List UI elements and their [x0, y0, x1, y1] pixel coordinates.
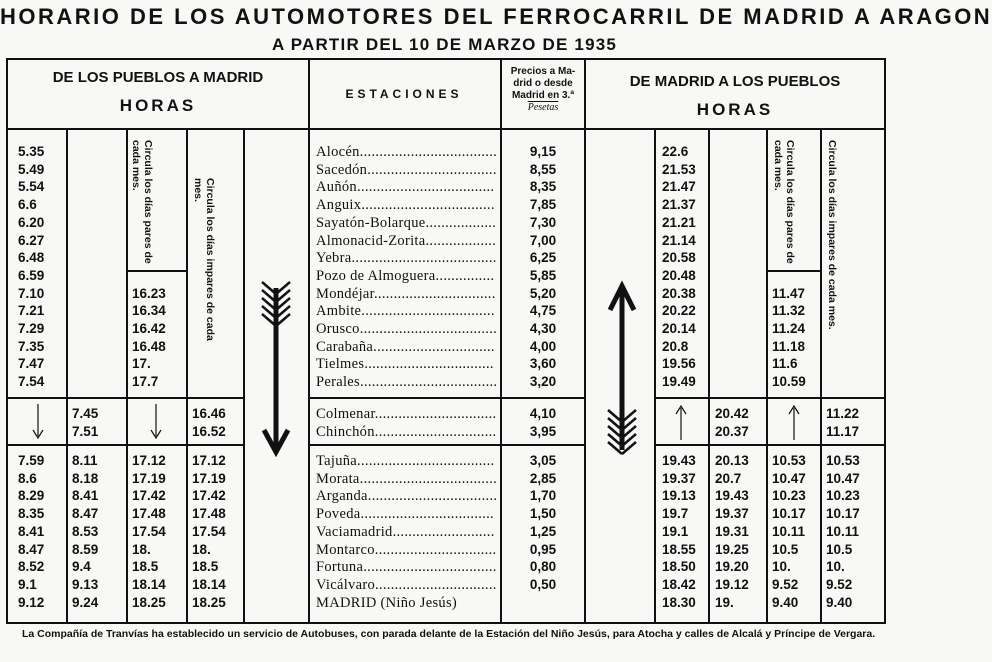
station-price: 9,15	[529, 144, 557, 159]
departure-time: 17.42	[132, 488, 166, 504]
departure-time: 6.20	[18, 214, 45, 230]
departure-time: 7.47	[18, 356, 45, 372]
left-horas: HORAS	[119, 96, 197, 115]
station-name: Fortuna..................................	[316, 559, 497, 576]
departure-time: 20.13	[715, 453, 749, 468]
departure-time: 18.	[132, 541, 151, 557]
note-impares-left: Circula los días impares de cada mes.	[192, 178, 216, 341]
station-name: Tielmes.................................	[316, 356, 494, 373]
departure-time: 17.48	[132, 506, 166, 522]
station-name: Vaciamadrid..........................	[316, 523, 495, 540]
station-name: Poveda..................................	[316, 506, 494, 523]
station-price: 4,30	[529, 321, 557, 336]
dot-leader: ...................................	[356, 179, 495, 196]
departure-time: 10.47	[826, 470, 860, 486]
departure-time: 11.6	[772, 356, 798, 372]
departure-time: 19.37	[715, 506, 749, 522]
departure-time: 16.48	[132, 338, 166, 354]
small-down-arrow-icon	[148, 402, 164, 442]
departure-time: 5.49	[18, 161, 45, 177]
departure-time: 19.1	[662, 523, 689, 539]
departure-time: 9.4	[72, 559, 91, 575]
departure-time: 11.18	[772, 338, 806, 354]
dot-leader: ..................	[425, 232, 497, 249]
departure-time: 20.22	[662, 303, 696, 319]
dot-leader: ...............	[435, 267, 495, 284]
departure-time: 16.34	[132, 303, 166, 319]
departure-time: 20.48	[662, 267, 696, 283]
station-name: Carabaña...............................	[316, 338, 495, 355]
departure-time: 9.52	[826, 576, 853, 592]
dot-leader: ..................................	[361, 197, 495, 214]
departure-time: 19.	[715, 594, 734, 610]
dot-leader: ...................................	[359, 470, 498, 487]
departure-time: 7.10	[18, 285, 45, 301]
station-price: 7,00	[529, 232, 557, 248]
departure-time: 17.	[132, 356, 151, 372]
departure-time: 10.23	[826, 488, 860, 504]
station-price: 2,85	[529, 470, 557, 486]
departure-time: 18.5	[132, 559, 159, 575]
dot-leader: ..................	[425, 214, 497, 231]
station-name: MADRID (Niño Jesús)	[316, 594, 458, 611]
departure-time: 19.43	[662, 453, 696, 468]
departure-time: 16.46	[192, 406, 226, 421]
page-subtitle: A PARTIR DEL 10 DE MARZO DE 1935	[271, 35, 618, 54]
departure-time: 18.42	[662, 576, 696, 592]
note-impares-right: Circula los días impares de cada mes.	[826, 140, 838, 330]
departure-time: 21.47	[662, 179, 696, 195]
right-header: DE MADRID A LOS PUEBLOS	[629, 73, 841, 90]
station-price: 3,20	[529, 374, 557, 390]
dot-leader: ..................................	[360, 506, 494, 523]
departure-time: 17.54	[132, 523, 166, 539]
departure-time: 17.12	[132, 453, 166, 468]
departure-time: 20.38	[662, 285, 696, 301]
departure-time: 18.30	[662, 594, 696, 610]
departure-time: 20.42	[715, 406, 749, 421]
station-name: Yebra.....................................	[316, 250, 497, 267]
departure-time: 6.27	[18, 232, 45, 248]
departure-time: 20.14	[662, 321, 696, 336]
dot-leader: ..........................	[392, 523, 495, 540]
departure-time: 10.23	[772, 488, 806, 504]
dot-leader: .................................	[367, 161, 497, 178]
departure-time: 20.58	[662, 250, 696, 266]
footer-note: La Compañía de Tranvías ha establecido un servicio de Autobuses, con parada delante de la Estación del Niño Jesús, para Atocha y calles de Alcalá y Príncipe de Vergara.	[22, 628, 876, 640]
departure-time: 9.52	[772, 576, 799, 592]
departure-time: 17.12	[192, 453, 226, 468]
station-name: Chinchón...............................	[316, 424, 497, 440]
departure-time: 20.7	[715, 470, 742, 486]
station-name: Morata...................................	[316, 470, 498, 487]
station-price: 1,50	[529, 506, 557, 522]
station-price: 6,25	[529, 250, 557, 266]
departure-time: 11.17	[826, 424, 860, 439]
departure-time: 17.48	[192, 506, 226, 522]
departure-time: 19.7	[662, 506, 689, 522]
departure-time: 7.51	[72, 424, 99, 439]
departure-time: 9.24	[72, 594, 99, 610]
station-price: 1,25	[529, 523, 557, 539]
departure-time: 19.25	[715, 541, 749, 557]
departure-time: 11.32	[772, 303, 806, 319]
down-arrow-icon	[256, 280, 296, 460]
departure-time: 10.11	[772, 523, 806, 539]
station-name: Colmenar...............................	[316, 406, 497, 422]
station-price: 3,95	[529, 424, 557, 439]
divider-price-right	[584, 60, 586, 622]
departure-time: 10.59	[772, 374, 806, 390]
station-price: 5,20	[529, 285, 557, 301]
departure-time: 19.12	[715, 576, 749, 592]
departure-time: 5.35	[18, 144, 45, 159]
dot-leader: .................................	[364, 356, 494, 373]
departure-time: 19.37	[662, 470, 696, 486]
station-price: 4,75	[529, 303, 557, 319]
estaciones-header: ESTACIONES	[345, 87, 463, 101]
station-price: 8,55	[529, 161, 557, 177]
station-price: 3,60	[529, 356, 557, 372]
departure-time: 10.11	[826, 523, 860, 539]
left-header: DE LOS PUEBLOS A MADRID	[52, 69, 264, 86]
departure-time: 18.50	[662, 559, 696, 575]
departure-time: 17.7	[132, 374, 159, 390]
departure-time: 7.54	[18, 374, 45, 390]
departure-time: 18.25	[132, 594, 166, 610]
departure-time: 19.43	[715, 488, 749, 504]
station-name: Arganda.................................	[316, 488, 498, 505]
departure-time: 16.42	[132, 321, 166, 336]
departure-time: 7.45	[72, 406, 99, 421]
dot-leader: .....................................	[351, 250, 497, 267]
departure-time: 8.41	[72, 488, 99, 504]
departure-time: 19.20	[715, 559, 749, 575]
departure-time: 21.14	[662, 232, 696, 248]
departure-time: 18.25	[192, 594, 226, 610]
departure-time: 9.40	[826, 594, 853, 610]
departure-time: 8.35	[18, 506, 45, 522]
dot-leader: ...............................	[373, 338, 495, 355]
note-pares-left: Circula los días pares de cada mes.	[130, 140, 154, 264]
timetable	[6, 58, 886, 624]
departure-time: 17.54	[192, 523, 226, 539]
dot-leader: ..................................	[361, 303, 495, 320]
departure-time: 19.49	[662, 374, 696, 390]
departure-time: 22.6	[662, 144, 689, 159]
station-price: 8,35	[529, 179, 557, 195]
departure-time: 6.59	[18, 267, 45, 283]
departure-time: 18.14	[132, 576, 166, 592]
dot-leader: ...................................	[359, 374, 498, 391]
departure-time: 20.37	[715, 424, 749, 439]
departure-time: 8.52	[18, 559, 45, 575]
departure-time: 17.19	[132, 470, 166, 486]
departure-time: 8.41	[18, 523, 45, 539]
station-name: Orusco...................................	[316, 321, 498, 337]
departure-time: 7.59	[18, 453, 45, 468]
station-name: Almonacid-Zorita..................	[316, 232, 497, 249]
small-down-arrow-icon	[30, 402, 46, 442]
departure-time: 18.55	[662, 541, 696, 557]
station-name: Alocén...................................	[316, 144, 498, 160]
dot-leader: ...................................	[359, 144, 498, 160]
departure-time: 7.21	[18, 303, 45, 319]
departure-time: 9.13	[72, 576, 99, 592]
departure-time: 8.47	[18, 541, 45, 557]
dot-leader: ...............................	[374, 541, 497, 558]
departure-time: 11.22	[826, 406, 860, 421]
station-name: Sacedón.................................	[316, 161, 497, 178]
departure-time: 10.53	[772, 453, 806, 468]
header-rule	[8, 128, 884, 130]
small-up-arrow-icon	[786, 402, 802, 442]
station-name: Mondéjar...............................	[316, 285, 496, 302]
departure-time: 10.53	[826, 453, 860, 468]
station-name: Montarco...............................	[316, 541, 497, 558]
station-price: 0,50	[529, 576, 557, 592]
departure-time: 6.48	[18, 250, 45, 266]
departure-time: 8.53	[72, 523, 99, 539]
up-arrow-icon	[602, 282, 642, 460]
note-pares-right: Circula los días pares de cada mes.	[772, 140, 796, 264]
departure-time: 8.29	[18, 488, 45, 504]
departure-time: 8.6	[18, 470, 37, 486]
station-price: 0,95	[529, 541, 557, 557]
dot-leader: ..................................	[363, 559, 497, 576]
small-up-arrow-icon	[673, 402, 689, 442]
departure-time: 10.47	[772, 470, 806, 486]
station-price: 5,85	[529, 267, 557, 283]
departure-time: 21.37	[662, 197, 696, 213]
departure-time: 5.54	[18, 179, 45, 195]
departure-time: 11.47	[772, 285, 806, 301]
departure-time: 21.53	[662, 161, 696, 177]
departure-time: 8.11	[72, 453, 98, 468]
dot-leader: ...............................	[374, 424, 497, 440]
departure-time: 7.29	[18, 321, 45, 336]
departure-time: 10.17	[826, 506, 860, 522]
dot-leader: ...............................	[374, 406, 497, 422]
station-price: 4,00	[529, 338, 557, 354]
dot-leader: ...................................	[359, 321, 498, 337]
departure-time: 17.42	[192, 488, 226, 504]
departure-time: 9.1	[18, 576, 37, 592]
departure-time: 18.	[192, 541, 211, 557]
departure-time: 8.47	[72, 506, 99, 522]
departure-time: 18.5	[192, 559, 219, 575]
departure-time: 9.40	[772, 594, 799, 610]
departure-time: 10.	[772, 559, 791, 575]
page-title: HORARIO DE LOS AUTOMOTORES DEL FERROCARRIL DE MADRID A ARAGON	[0, 4, 992, 29]
departure-time: 6.6	[18, 197, 37, 213]
departure-time: 8.59	[72, 541, 99, 557]
departure-time: 20.8	[662, 338, 689, 354]
departure-time: 10.5	[772, 541, 799, 557]
station-name: Tajuña...................................	[316, 453, 495, 469]
dot-leader: .................................	[367, 488, 498, 505]
departure-time: 21.21	[662, 214, 696, 230]
station-name: Sayatón-Bolarque..................	[316, 214, 497, 231]
station-name: Auñón...................................	[316, 179, 495, 196]
departure-time: 19.13	[662, 488, 696, 504]
station-name: Pozo de Almoguera...............	[316, 267, 495, 284]
station-price: 1,70	[529, 488, 557, 504]
departure-time: 16.23	[132, 285, 166, 301]
station-price: 3,05	[529, 453, 557, 468]
departure-time: 8.18	[72, 470, 99, 486]
departure-time: 16.52	[192, 424, 226, 439]
dot-leader: ...............................	[373, 285, 496, 302]
right-horas: HORAS	[696, 100, 774, 119]
station-name: Ambite..................................	[316, 303, 495, 320]
station-price: 4,10	[529, 406, 557, 421]
station-price: 7,85	[529, 197, 557, 213]
departure-time: 10.5	[826, 541, 853, 557]
dot-leader: ...............................	[375, 576, 497, 593]
price-header: Precios a Ma- drid o desde Madrid en 3.ª Pesetas	[510, 66, 576, 113]
departure-time: 11.24	[772, 321, 806, 336]
departure-time: 19.56	[662, 356, 696, 372]
dot-leader: ...................................	[357, 453, 495, 469]
station-price: 7,30	[529, 214, 557, 230]
station-name: Anguix..................................	[316, 197, 495, 214]
departure-time: 18.14	[192, 576, 226, 592]
departure-time: 9.12	[18, 594, 45, 610]
departure-time: 19.31	[715, 523, 749, 539]
station-price: 0,80	[529, 559, 557, 575]
departure-time: 10.	[826, 559, 845, 575]
station-name: Vicálvaro...............................	[316, 576, 497, 593]
departure-time: 10.17	[772, 506, 806, 522]
divider-left-stations	[308, 60, 310, 622]
station-name: Perales...................................	[316, 374, 498, 391]
departure-time: 17.19	[192, 470, 226, 486]
departure-time: 7.35	[18, 338, 45, 354]
